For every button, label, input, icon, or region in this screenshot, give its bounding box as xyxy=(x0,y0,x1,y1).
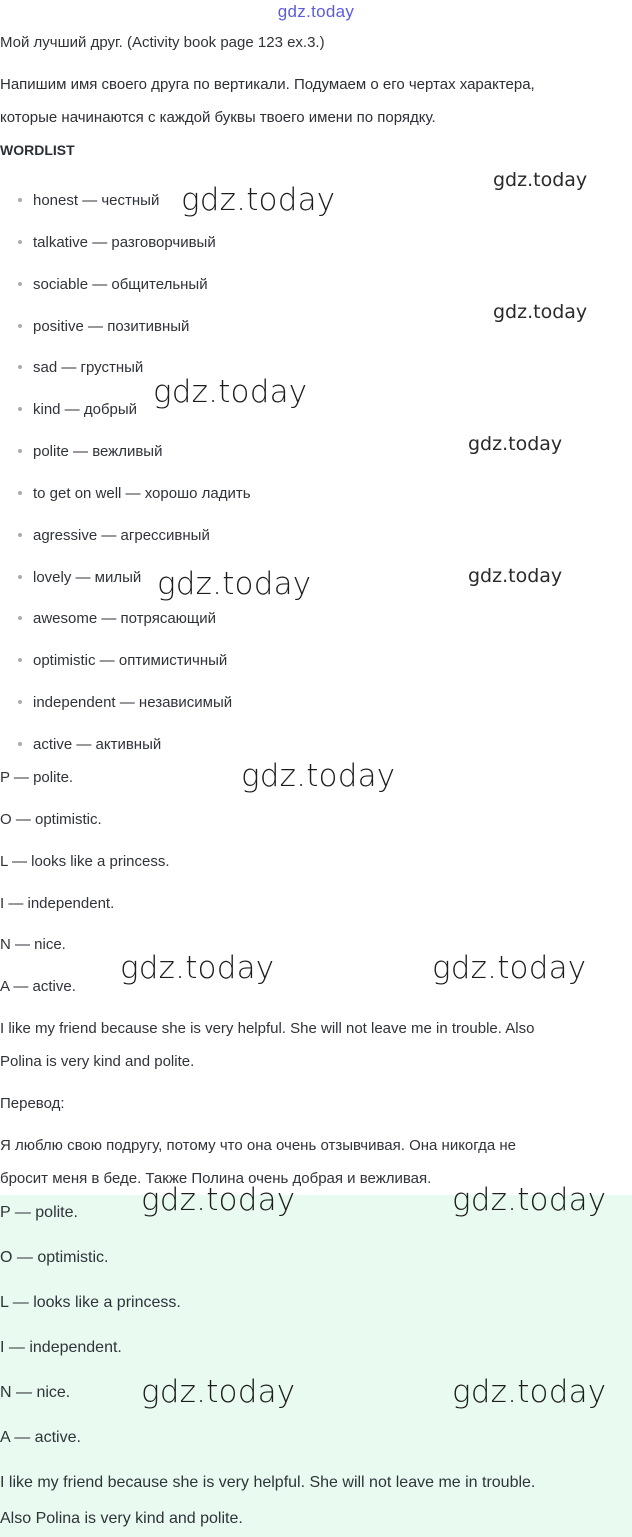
bullet-icon xyxy=(18,282,22,286)
list-item: awesome — потрясающий xyxy=(18,610,216,627)
answer-paragraph-line-2: Also Polina is very kind and polite. xyxy=(0,1510,243,1527)
acrostic-line: N — nice. xyxy=(0,936,66,953)
watermark: gdz.today xyxy=(468,433,563,455)
list-item: to get on well — хорошо ладить xyxy=(18,485,251,502)
watermark: gdz.today xyxy=(241,758,396,794)
translation-label: Перевод: xyxy=(0,1095,65,1112)
list-item: positive — позитивный xyxy=(18,318,189,335)
translation-line-2: бросит меня в беде. Также Полина очень добрая и вежливая. xyxy=(0,1170,432,1187)
intro-line-1: Напишим имя своего друга по вертикали. Подумаем о его чертах характера, xyxy=(0,76,535,93)
acrostic-line: O — optimistic. xyxy=(0,811,102,828)
watermark: gdz.today xyxy=(452,1182,607,1218)
acrostic-line: I — independent. xyxy=(0,895,115,912)
bullet-icon xyxy=(18,198,22,202)
site-logo[interactable]: gdz.today xyxy=(277,2,355,21)
watermark: gdz.today xyxy=(120,950,275,986)
watermark: gdz.today xyxy=(153,374,308,410)
acrostic-line: L — looks like a princess. xyxy=(0,853,170,870)
answer-acrostic-line: O — optimistic. xyxy=(0,1249,109,1266)
paragraph-line-2: Polina is very kind and polite. xyxy=(0,1053,195,1070)
list-item: talkative — разговорчивый xyxy=(18,234,216,251)
answer-acrostic-line: P — polite. xyxy=(0,1204,78,1221)
list-item: independent — независимый xyxy=(18,694,232,711)
answer-paragraph-line-1: I like my friend because she is very helpful. She will not leave me in trouble. xyxy=(0,1474,536,1491)
watermark: gdz.today xyxy=(452,1374,607,1410)
list-item: lovely — милый xyxy=(18,569,141,586)
bullet-icon xyxy=(18,533,22,537)
list-item: polite — вежливый xyxy=(18,443,162,460)
answer-acrostic-line: A — active. xyxy=(0,1429,81,1446)
paragraph-line-1: I like my friend because she is very helpful. She will not leave me in trouble. Also xyxy=(0,1020,535,1037)
watermark: gdz.today xyxy=(493,301,588,323)
bullet-icon xyxy=(18,742,22,746)
answer-acrostic-line: I — independent. xyxy=(0,1339,122,1356)
answer-acrostic-line: N — nice. xyxy=(0,1384,71,1401)
watermark: gdz.today xyxy=(157,566,312,602)
watermark: gdz.today xyxy=(141,1374,296,1410)
answer-acrostic-line: L — looks like a princess. xyxy=(0,1294,181,1311)
bullet-icon xyxy=(18,407,22,411)
intro-line-2: которые начинаются с каждой буквы твоего имени по порядку. xyxy=(0,109,436,126)
bullet-icon xyxy=(18,365,22,369)
bullet-icon xyxy=(18,616,22,620)
translation-line-1: Я люблю свою подругу, потому что она очень отзывчивая. Она никогда не xyxy=(0,1137,516,1154)
bullet-icon xyxy=(18,449,22,453)
watermark: gdz.today xyxy=(468,565,563,587)
list-item: honest — честный xyxy=(18,192,159,209)
watermark: gdz.today xyxy=(181,182,336,218)
bullet-icon xyxy=(18,700,22,704)
list-item: sociable — общительный xyxy=(18,276,208,293)
list-item: agressive — агрессивный xyxy=(18,527,210,544)
page-title: Мой лучший друг. (Activity book page 123 ex.3.) xyxy=(0,34,325,51)
acrostic-line: P — polite. xyxy=(0,769,74,786)
wordlist-heading: WORDLIST xyxy=(0,142,75,158)
watermark: gdz.today xyxy=(432,950,587,986)
list-item: active — активный xyxy=(18,736,161,753)
list-item: sad — грустный xyxy=(18,359,143,376)
list-item: optimistic — оптимистичный xyxy=(18,652,227,669)
bullet-icon xyxy=(18,240,22,244)
bullet-icon xyxy=(18,575,22,579)
watermark: gdz.today xyxy=(141,1182,296,1218)
bullet-icon xyxy=(18,491,22,495)
bullet-icon xyxy=(18,324,22,328)
watermark: gdz.today xyxy=(493,169,588,191)
acrostic-line: A — active. xyxy=(0,978,76,995)
list-item: kind — добрый xyxy=(18,401,137,418)
bullet-icon xyxy=(18,658,22,662)
